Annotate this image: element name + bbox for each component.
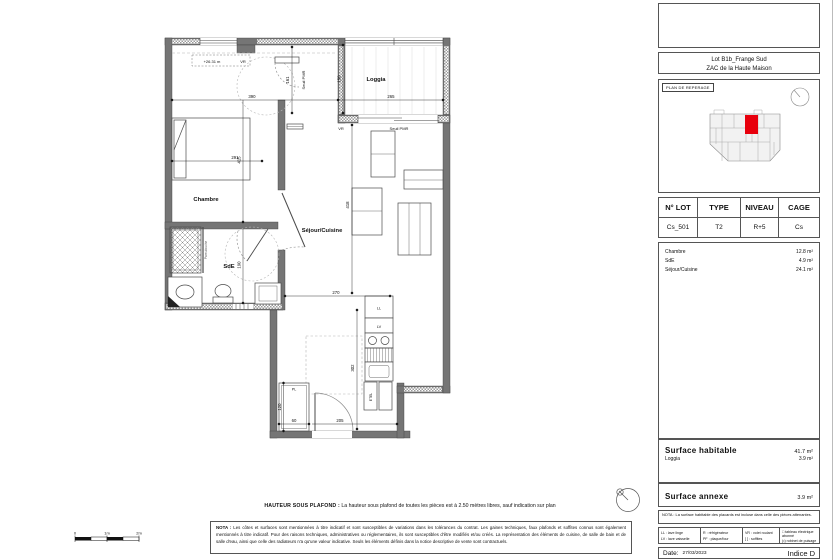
lot-title-line2: ZAC de la Haute Maison	[706, 66, 772, 72]
legend-item: LV : lave vaisselle	[661, 537, 690, 542]
reperage-label: PLAN DE REPERAGE	[662, 83, 714, 92]
dim: 415	[236, 156, 242, 164]
ceiling-height-note-text: La hauteur sous plafond de toutes les pièces est à 2.50 mètres libres, sauf indication sur plan	[339, 503, 556, 509]
sde-door-leaf	[247, 229, 268, 261]
dim: 205	[336, 418, 344, 423]
surface-annexe-value: 3.9 m²	[797, 495, 813, 501]
scale-1m: 1m	[104, 530, 110, 536]
ll-label: LL	[376, 306, 382, 311]
lv-label: LV	[376, 325, 382, 329]
furniture	[168, 57, 443, 431]
legend-item: VR : volet roulant	[745, 530, 773, 535]
room-label-loggia: Loggia	[366, 77, 386, 83]
indice-label: Indice D	[787, 548, 815, 558]
surface-habitable-value: 41.7 m²	[794, 449, 813, 455]
legend-col-shutters	[743, 528, 780, 543]
legend-item: [ ] : soffites	[745, 537, 763, 542]
dim: 302	[350, 364, 355, 372]
room-area: 4.9 m²	[798, 258, 813, 264]
room-label-chambre: Chambre	[193, 197, 219, 203]
wc	[215, 285, 231, 298]
dim: 390	[248, 94, 256, 99]
scale-0: 0	[73, 530, 77, 536]
surface-loggia-value: 3.9 m²	[798, 456, 813, 462]
table-value-lot: Cs_501	[659, 218, 698, 237]
logo-box	[658, 3, 820, 48]
legend-col-symbols	[780, 528, 819, 543]
room-label-sde: SdE	[223, 264, 235, 270]
legend-item: □ tableau électrique abonné	[782, 529, 814, 539]
table-header-niveau: NIVEAU	[741, 198, 779, 218]
dim: 120	[277, 403, 282, 411]
room-area: 12.8 m²	[796, 249, 813, 255]
reperage-box	[658, 79, 820, 193]
dim: 190	[236, 261, 242, 269]
nota-note	[210, 521, 632, 554]
pare-douche-label: Pare-douche	[204, 240, 208, 260]
key-plan	[659, 80, 819, 192]
surface-annexe-box	[658, 483, 820, 507]
lot-table	[658, 197, 820, 238]
lot-title-box	[658, 52, 820, 74]
chambre-door-leaf	[282, 193, 305, 247]
nota-small-text: NOTA : La surface habitable des placards est incluse dans celle des pièces attenantes.	[662, 512, 812, 517]
nota-note-bold: NOTA :	[216, 525, 234, 530]
date-box	[658, 547, 820, 559]
seuil-pmr-label: Seuil PMR	[301, 70, 306, 90]
date-label: Date:	[663, 549, 679, 557]
table-value-niveau: R+5	[741, 218, 779, 237]
ceiling-height-note-bold: HAUTEUR SOUS PLAFOND :	[264, 503, 340, 509]
seuil-pmr-label: Seuil PMR	[389, 126, 409, 131]
table-value-cage: Cs	[795, 224, 803, 231]
highlighted-unit	[745, 115, 758, 134]
room-area: 24.1 m²	[796, 267, 813, 273]
bed-headboard	[174, 120, 186, 178]
legend-item: R : réfrigérateur	[703, 530, 729, 535]
lot-title-line1: Lot B1b_Frange Sud	[711, 57, 767, 63]
dim: 291	[231, 154, 239, 160]
room-label-sejour: Séjour/Cuisine	[301, 228, 343, 234]
fridge	[365, 348, 393, 362]
dim: 150	[336, 75, 342, 83]
room-area-row	[665, 248, 813, 257]
vr-label: VR	[240, 59, 246, 64]
dining-table	[352, 188, 382, 235]
altitude-label: +26.31 m	[203, 59, 221, 64]
dim: 270	[332, 289, 340, 295]
scale-2m: 2m	[136, 530, 142, 536]
legend-box	[658, 527, 820, 544]
room-name: Chambre	[665, 249, 686, 255]
table-header-cage: CAGE	[779, 198, 819, 218]
legend-item: (•) robinet de puisage	[782, 539, 817, 543]
room-areas-box	[658, 242, 820, 439]
legend-col-laundry	[659, 528, 701, 543]
dim: 265	[387, 94, 395, 99]
door-leaf-top	[275, 57, 299, 63]
ceiling-height-note	[185, 503, 635, 509]
room-name: SdE	[665, 258, 675, 264]
dim: 418	[345, 201, 350, 209]
room-area-row	[665, 266, 813, 275]
dim: 60	[291, 418, 297, 423]
legend-col-appliances	[701, 528, 743, 543]
nota-note-text: Les côtes et surfaces sont mentionnées à titre indicatif et sont susceptibles de variations dans les tolérances du contrat. Les gaines techniques, faux plafonds et soffites connus sont également mentionnés à titre indicatif. Pour des raisons techniques, administratives ou réglementaires, ils sont susceptibles d'être modifiés et/ou créés. La représentation des éléments de cuisine, de salle de bain et de salle d'eau, ainsi que celle des radiateurs n'a qu'une valeur indicative. Seuls les éléments définis dans la notice descriptive de vente sont contractuels.	[216, 525, 626, 545]
room-name: Séjour/Cuisine	[665, 267, 698, 273]
pl-label: PL	[291, 387, 297, 392]
surface-annexe-label: Surface annexe	[665, 492, 729, 501]
sideboard	[404, 170, 443, 189]
surface-habitable-label: Surface habitable	[665, 446, 737, 455]
table-value-type: T2	[698, 218, 741, 237]
sheet-edge-line	[832, 0, 833, 560]
scale-bar	[74, 531, 143, 543]
sofa	[398, 203, 431, 255]
surface-loggia-label: Loggia	[665, 456, 681, 462]
etel-label: ETEL	[369, 392, 373, 402]
table-header-type: TYPE	[698, 198, 741, 218]
legend-item: PF : plaque/four	[703, 537, 729, 542]
shower	[170, 227, 201, 273]
nota-small-box	[658, 510, 820, 524]
surface-habitable-box	[658, 439, 820, 483]
date-value: 27/03/2023	[682, 550, 707, 556]
legend-item: LL : lave linge	[661, 530, 684, 535]
room-area-row	[665, 257, 813, 266]
loggia-decking	[352, 47, 436, 114]
table-header-lot: N° LOT	[659, 198, 698, 218]
vr-label: VR	[338, 126, 344, 131]
dim: 161	[285, 76, 290, 84]
